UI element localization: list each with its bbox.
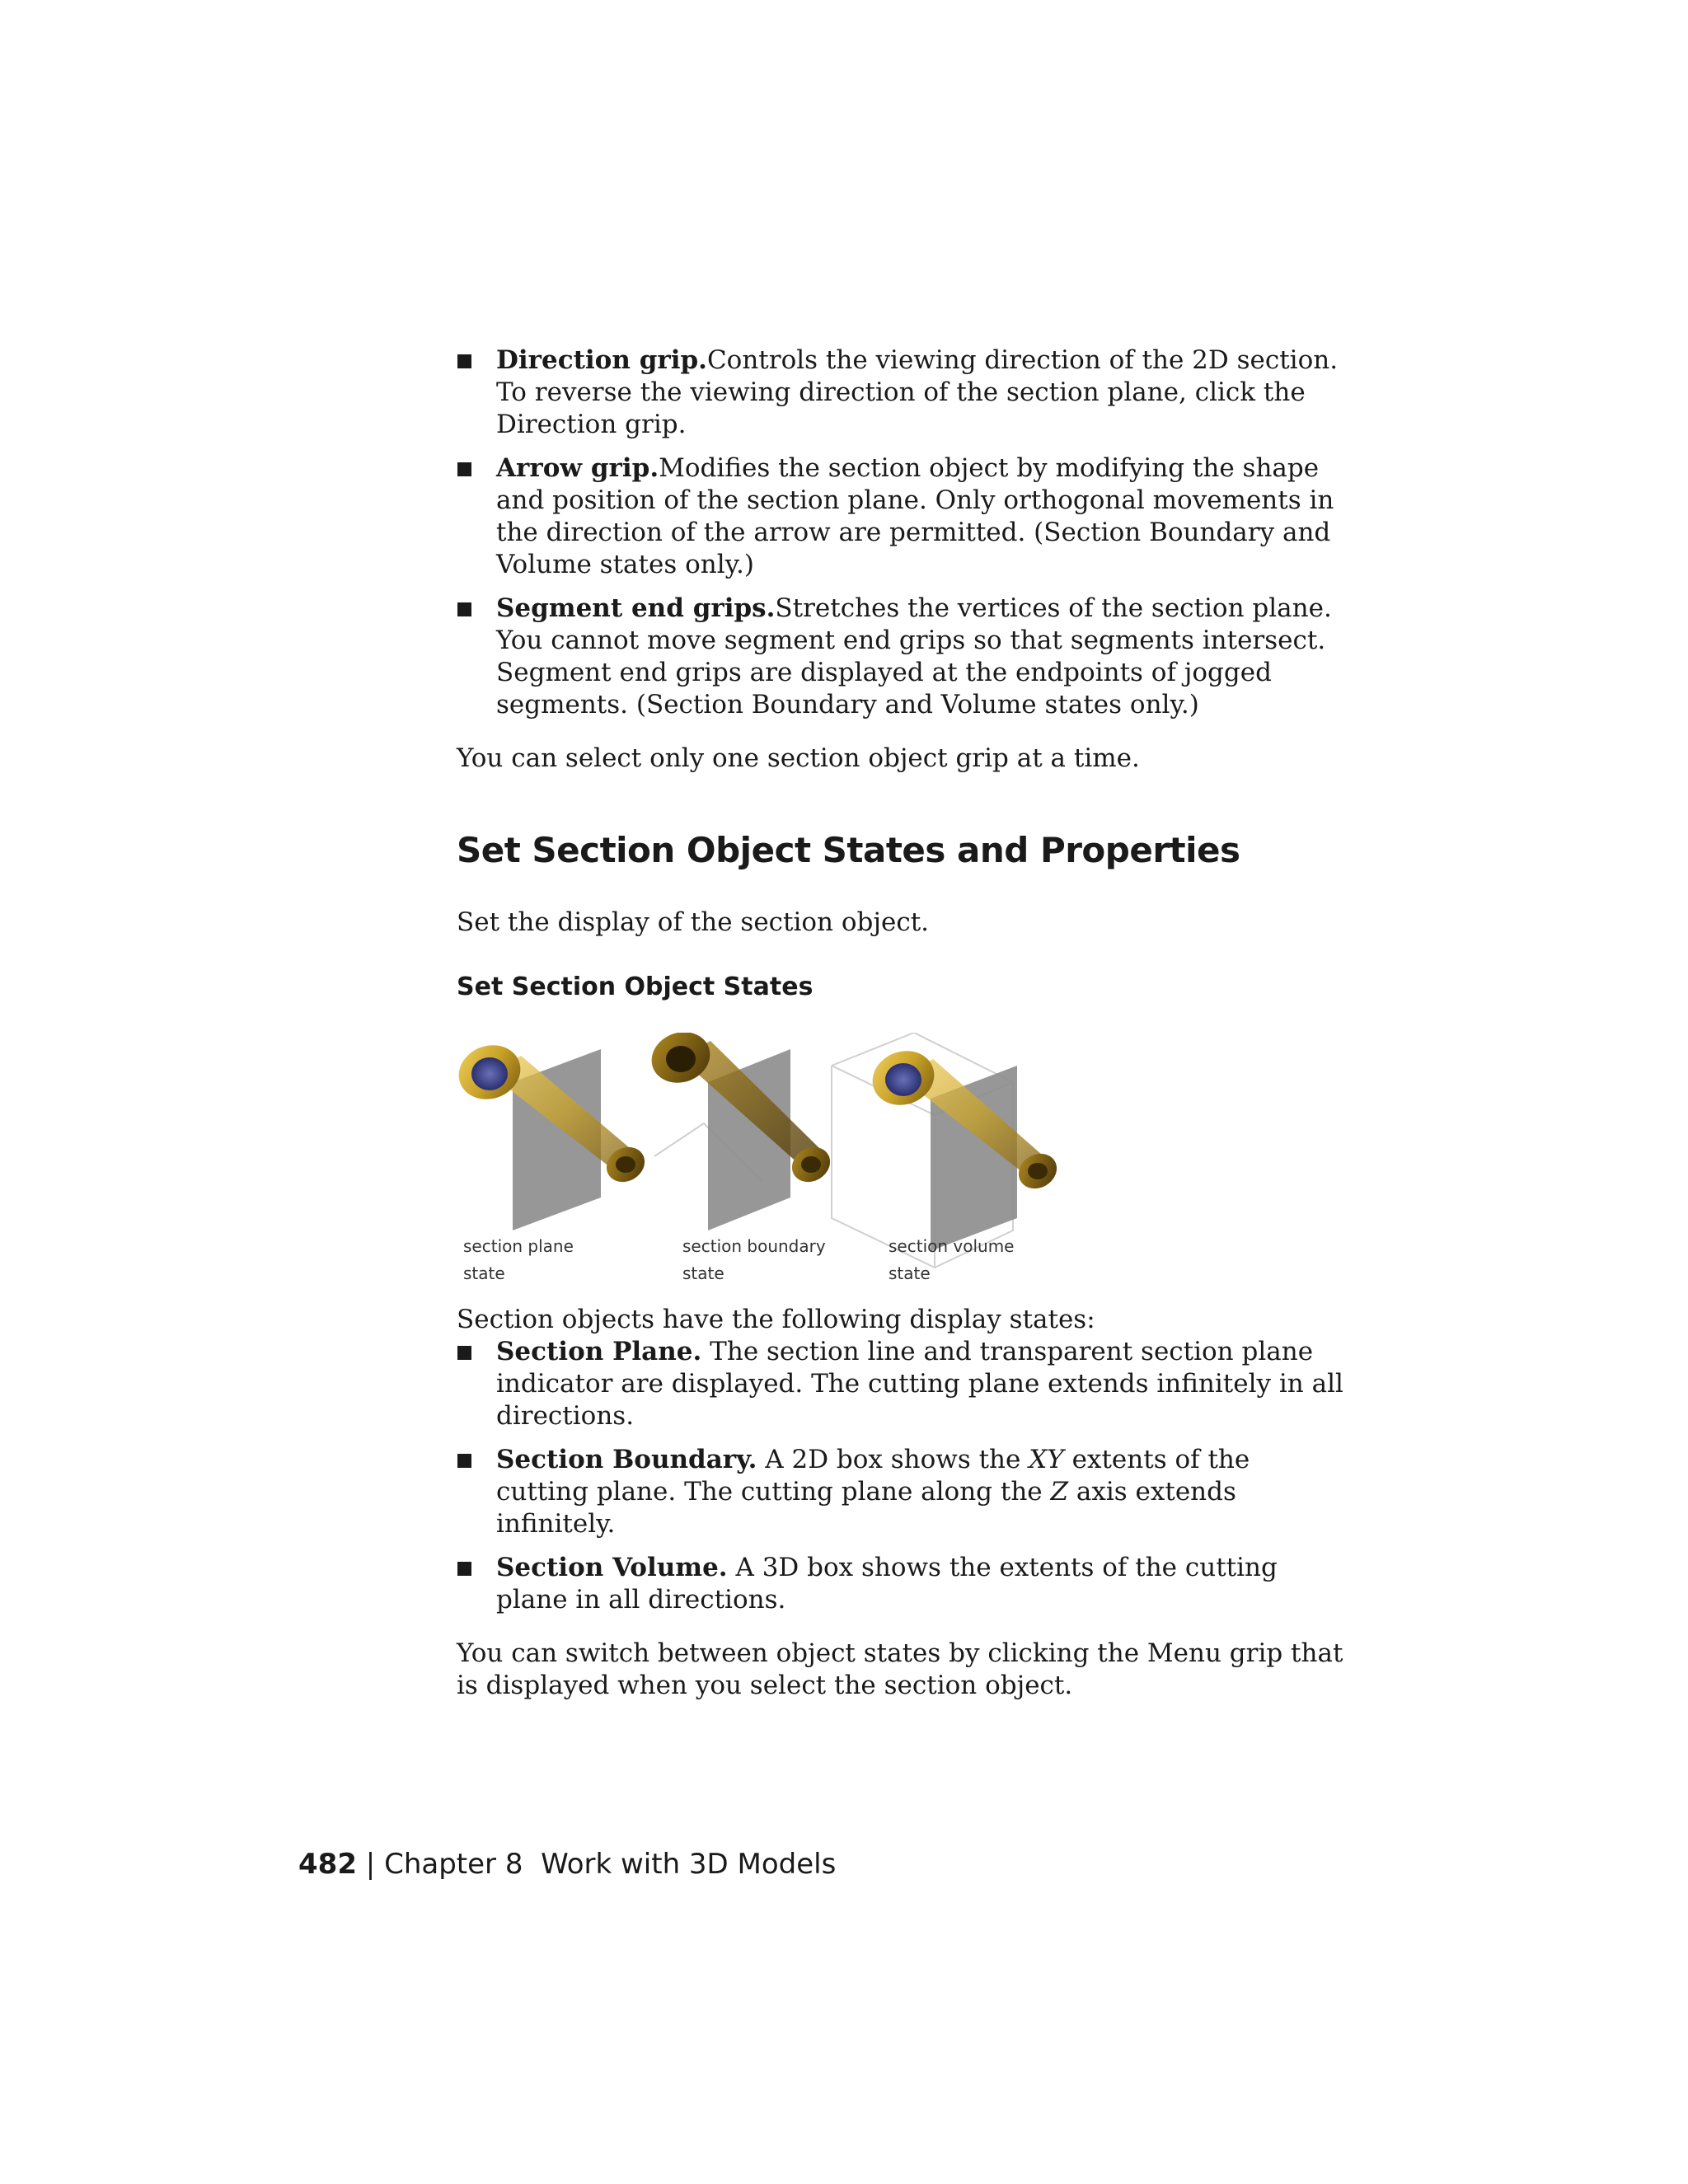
section-heading: Set Section Object States and Properties [457,830,1240,870]
bullet-text: Controls the viewing direction of the 2D section. To reverse the viewing direction of the section plane, click the Direction grip. [496,345,1339,439]
bullet-square-icon [457,1454,471,1468]
bullet-term: Direction grip. [496,345,707,375]
section-boundary-state-image [645,1033,837,1230]
caption-line: state [889,1263,931,1283]
bullet-term: Section Volume. [496,1553,728,1582]
bullet-term: Arrow grip. [496,453,659,483]
bullet-square-icon [457,602,471,616]
bullet-term: Section Plane. [496,1337,702,1366]
list-item [457,1444,1347,1540]
figure-caption [682,1233,864,1287]
figure-caption [463,1233,645,1287]
list-item [457,593,1347,721]
page-number: 482 [298,1848,357,1881]
states-intro: Section objects have the following display states: [457,1305,1095,1334]
section-states-figure [457,1033,1100,1292]
caption-line: state [682,1263,724,1283]
bullet-emphasis: XY [1029,1445,1064,1474]
footer-chapter: Chapter 8 [384,1848,523,1881]
list-item [457,1336,1347,1432]
list-item [457,344,1347,441]
footer-separator: | [365,1848,376,1881]
grip-note: You can select only one section object grip at a time. [457,743,1140,773]
caption-line: section boundary [682,1236,826,1256]
bullet-text: A 2D box shows the [757,1445,1029,1474]
bullet-text: extents of the cutting plane. The cutting plane along the [496,1445,1250,1507]
caption-line: section plane [463,1236,574,1256]
caption-line: state [463,1263,505,1283]
grip-list [457,344,1347,721]
bullet-square-icon [457,1346,471,1360]
list-item [457,452,1347,581]
bullet-square-icon [457,1562,471,1576]
page-content [457,344,1347,1702]
bullet-text: The section line and transparent section plane indicator are displayed. The cutting plane extends infinitely in all directions. [496,1337,1343,1431]
figure-caption [889,1233,1070,1287]
list-item [457,1552,1347,1616]
bullet-square-icon [457,354,471,368]
subsection-heading: Set Section Object States [457,972,814,1001]
footer-chapter-title: Work with 3D Models [541,1848,837,1881]
page-footer [298,1848,836,1881]
bullet-text: Modifies the section object by modifying the shape and position of the section plane. Only orthogonal movements in the direction of the arrow are permitted. (Section Boundary and Volume states only.) [496,453,1334,579]
bullet-text: Stretches the vertices of the section plane. You cannot move segment end grips so that segments intersect. Segment end grips are displayed at the endpoints of jogged segments. (Section Boundary and Volume states only.) [496,593,1332,719]
bullet-term: Segment end grips. [496,593,776,623]
bullet-text: axis extends infinitely. [496,1477,1236,1539]
bullet-square-icon [457,462,471,476]
states-list [457,1336,1347,1616]
bullet-text: A 3D box shows the extents of the cutting plane in all directions. [496,1553,1278,1615]
caption-line: section volume [889,1236,1015,1256]
closing-paragraph: You can switch between object states by clicking the Menu grip that is displayed when you select the section object. [457,1638,1343,1700]
bullet-term: Section Boundary. [496,1445,757,1474]
section-intro: Set the display of the section object. [457,907,930,937]
section-plane-state-image [457,1037,651,1230]
bullet-emphasis: Z [1050,1477,1069,1507]
